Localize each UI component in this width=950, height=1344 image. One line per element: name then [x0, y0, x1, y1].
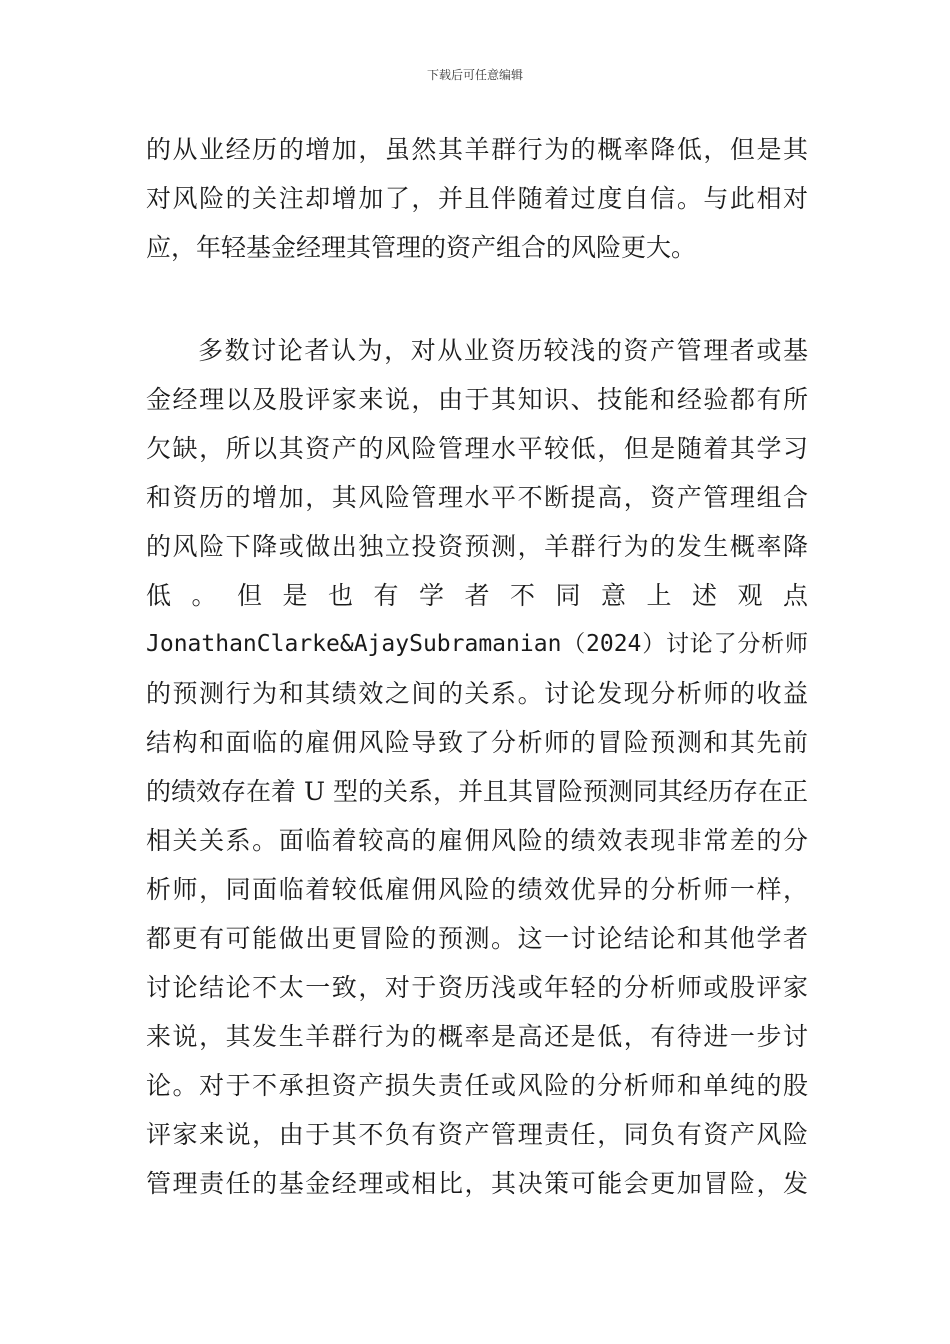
paragraph-line: 应，年轻基金经理其管理的资产组合的风险更大。	[146, 233, 697, 262]
paragraph-line: 的风险下降或做出独立投资预测，羊群行为的发生概率降	[146, 532, 808, 561]
paragraph-line: 和资历的增加，其风险管理水平不断提高，资产管理组合	[146, 483, 808, 512]
paragraph-line: 的预测行为和其绩效之间的关系。讨论发现分析师的收益	[146, 679, 808, 708]
paragraph-line: 论。对于不承担资产损失责任或风险的分析师和单纯的股	[146, 1071, 808, 1100]
paragraph-line: 来说，其发生羊群行为的概率是高还是低，有待进一步讨	[146, 1022, 808, 1051]
paragraph-line: 低 。 但 是 也 有 学 者 不 同 意 上 述 观 点	[146, 581, 808, 610]
paragraph-line: 对风险的关注却增加了，并且伴随着过度自信。与此相对	[146, 184, 808, 213]
paragraph-line: 管理责任的基金经理或相比，其决策可能会更加冒险，发	[146, 1169, 808, 1198]
paragraph-2	[146, 326, 808, 1208]
paragraph-line: 金经理以及股评家来说，由于其知识、技能和经验都有所	[146, 385, 808, 414]
paragraph-line: 评家来说，由于其不负有资产管理责任，同负有资产风险	[146, 1120, 808, 1149]
paragraph-line: JonathanClarke&AjaySubramanian（2024）讨论了分析师	[146, 631, 808, 657]
page-header: 下载后可任意编辑	[426, 68, 523, 82]
paragraph-line: 的绩效存在着 U 型的关系，并且其冒险预测同其经历存在正	[146, 777, 808, 806]
paragraph-line: 讨论结论不太一致，对于资历浅或年轻的分析师或股评家	[146, 973, 808, 1002]
paragraph-line: 结构和面临的雇佣风险导致了分析师的冒险预测和其先前	[146, 728, 808, 757]
paragraph-line: 的从业经历的增加，虽然其羊群行为的概率降低，但是其	[146, 135, 808, 164]
paragraph-line: 相关关系。面临着较高的雇佣风险的绩效表现非常差的分	[146, 826, 808, 855]
paragraph-line: 都更有可能做出更冒险的预测。这一讨论结论和其他学者	[146, 924, 808, 953]
paragraph-line: 多数讨论者认为，对从业资历较浅的资产管理者或基	[198, 336, 808, 365]
paragraph-1	[146, 125, 808, 272]
paragraph-line: 析师，同面临着较低雇佣风险的绩效优异的分析师一样，	[146, 875, 808, 904]
paragraph-line: 欠缺，所以其资产的风险管理水平较低，但是随着其学习	[146, 434, 808, 463]
